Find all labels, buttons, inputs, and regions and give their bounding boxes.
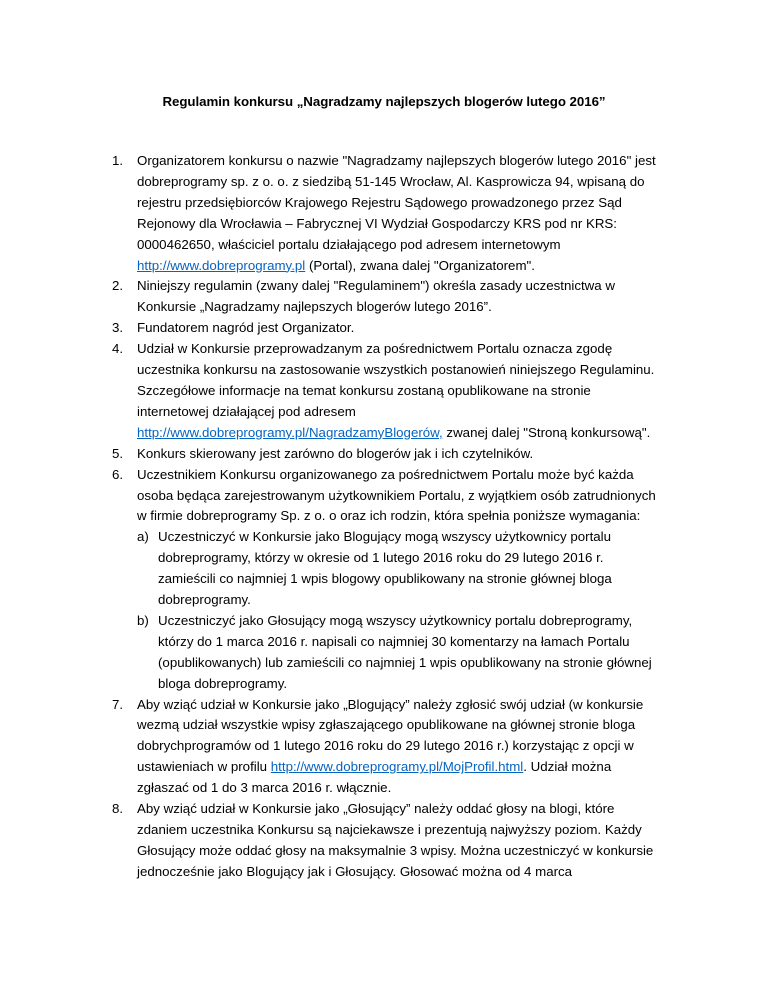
rule-text: Udział w Konkursie przeprowadzanym za pośrednictwem Portalu oznacza zgodę uczestnika konkursu na zastosowanie wszystkich postanowień niniejszego Regulaminu. Szczegółowe informacje na temat konkursu zostaną opublikowane na stronie internetowej działającej pod adresem	[137, 341, 655, 419]
rule-text: Konkurs skierowany jest zarówno do blogerów jak i ich czytelników.	[137, 445, 534, 461]
rule-number: 3.	[112, 320, 124, 336]
rule-number: 1.	[112, 153, 124, 168]
sub-item-text: Uczestniczyć jako Głosujący mogą wszyscy użytkownicy portalu dobreprogramy, którzy do 1 marca 2016 r. napisali co najmniej 30 komentarzy na łamach Portalu (opublikowanych) lub zamieścili co najmniej 1 wpis opublikowany na stronie głównej bloga dobreprogramy.	[158, 612, 652, 691]
rule-text: Aby wziąć udział w Konkursie jako „Blogujący” należy zgłosić swój udział (w konkursie wezmą udział wszystkie wpisy zgłaszającego opublikowane na głównej stronie bloga dobrychprogramów od 1 lutego 2016 roku do 29 lutego 2016 r.) korzystając z opcji w ustawieniach w profilu	[137, 696, 644, 775]
sub-item-b	[137, 611, 656, 695]
rule-text: Uczestnikiem Konkursu organizowanego za pośrednictwem Portalu może być każda osoba będąca zarejestrowanym użytkownikiem Portalu, z wyjątkiem osób zatrudnionych w firmie dobreprogramy Sp. z o. o oraz ich rodzin, która spełnia poniższe wymagania:	[137, 466, 656, 524]
rule-number: 5.	[112, 445, 124, 461]
sub-item-marker: a)	[137, 529, 149, 545]
portal-link[interactable]: http://www.dobreprogramy.pl	[137, 257, 306, 273]
rule-number: 7.	[112, 696, 124, 712]
rule-text: Niniejszy regulamin (zwany dalej "Regulaminem") określa zasady uczestnictwa w Konkursie „Nagradzamy najlepszych blogerów lutego 2016”.	[137, 278, 615, 315]
rule-number: 6.	[112, 466, 124, 482]
rule-text: (Portal), zwana dalej "Organizatorem".	[305, 257, 535, 273]
rule-text: Fundatorem nagród jest Organizator.	[137, 320, 355, 336]
rule-item-2	[112, 276, 656, 318]
rule-item-4	[112, 339, 656, 444]
rule-item-1	[112, 151, 656, 276]
rule-item-8	[112, 799, 656, 883]
rule-item-3	[112, 318, 656, 339]
rule-item-5	[112, 444, 656, 465]
rule-item-7	[112, 695, 656, 800]
document-title: Regulamin konkursu „Nagradzamy najlepszych blogerów lutego 2016”	[162, 94, 606, 109]
profile-settings-link[interactable]: http://www.dobreprogramy.pl/MojProfil.html	[270, 759, 524, 775]
rule-number: 2.	[112, 278, 124, 294]
rules-list	[0, 151, 768, 883]
rule-text: Aby wziąć udział w Konkursie jako „Głosujący” należy oddać głosy na blogi, które zdaniem uczestnika Konkursu są najciekawsze i prezentują najwyższy poziom. Każdy Głosujący może oddać głosy na maksymalnie 3 wpisy. Można uczestniczyć w konkursie jednocześnie jako Blogujący jak i Głosujący. Głosować można od 4 marca	[137, 801, 654, 879]
sub-item-text: Uczestniczyć w Konkursie jako Blogujący mogą wszyscy użytkownicy portalu dobreprogramy, którzy w okresie od 1 lutego 2016 roku do 29 lutego 2016 r. zamieścili co najmniej 1 wpis blogowy opublikowany na stronie głównej bloga dobreprogramy.	[158, 529, 612, 608]
sub-item-marker: b)	[137, 612, 149, 628]
rule-number: 8.	[112, 801, 124, 817]
rule-item-6	[112, 465, 656, 695]
rule-number: 4.	[112, 341, 124, 357]
rule-text: zwanej dalej "Stroną konkursową".	[442, 424, 651, 440]
contest-page-link[interactable]: http://www.dobreprogramy.pl/NagradzamyBlogerów,	[137, 424, 443, 440]
rule-text: Organizatorem konkursu o nazwie "Nagradzamy najlepszych blogerów lutego 2016" jest dobreprogramy sp. z o. o. z siedzibą 51-145 Wrocław, Al. Kasprowicza 94, wpisaną do rejestru przedsiębiorców Krajowego Rejestru Sądowego prowadzonego przez Sąd Rejonowy dla Wrocławia – Fabrycznej VI Wydział Gospodarczy KRS pod nr KRS: 0000462650, właściciel portalu działającego pod adresem internetowym	[137, 153, 656, 252]
sub-item-a	[137, 527, 656, 611]
requirements-sublist	[137, 527, 656, 694]
rule-text: . Udział można zgłaszać od 1 do 3 marca 2016 r. włącznie.	[137, 759, 612, 796]
